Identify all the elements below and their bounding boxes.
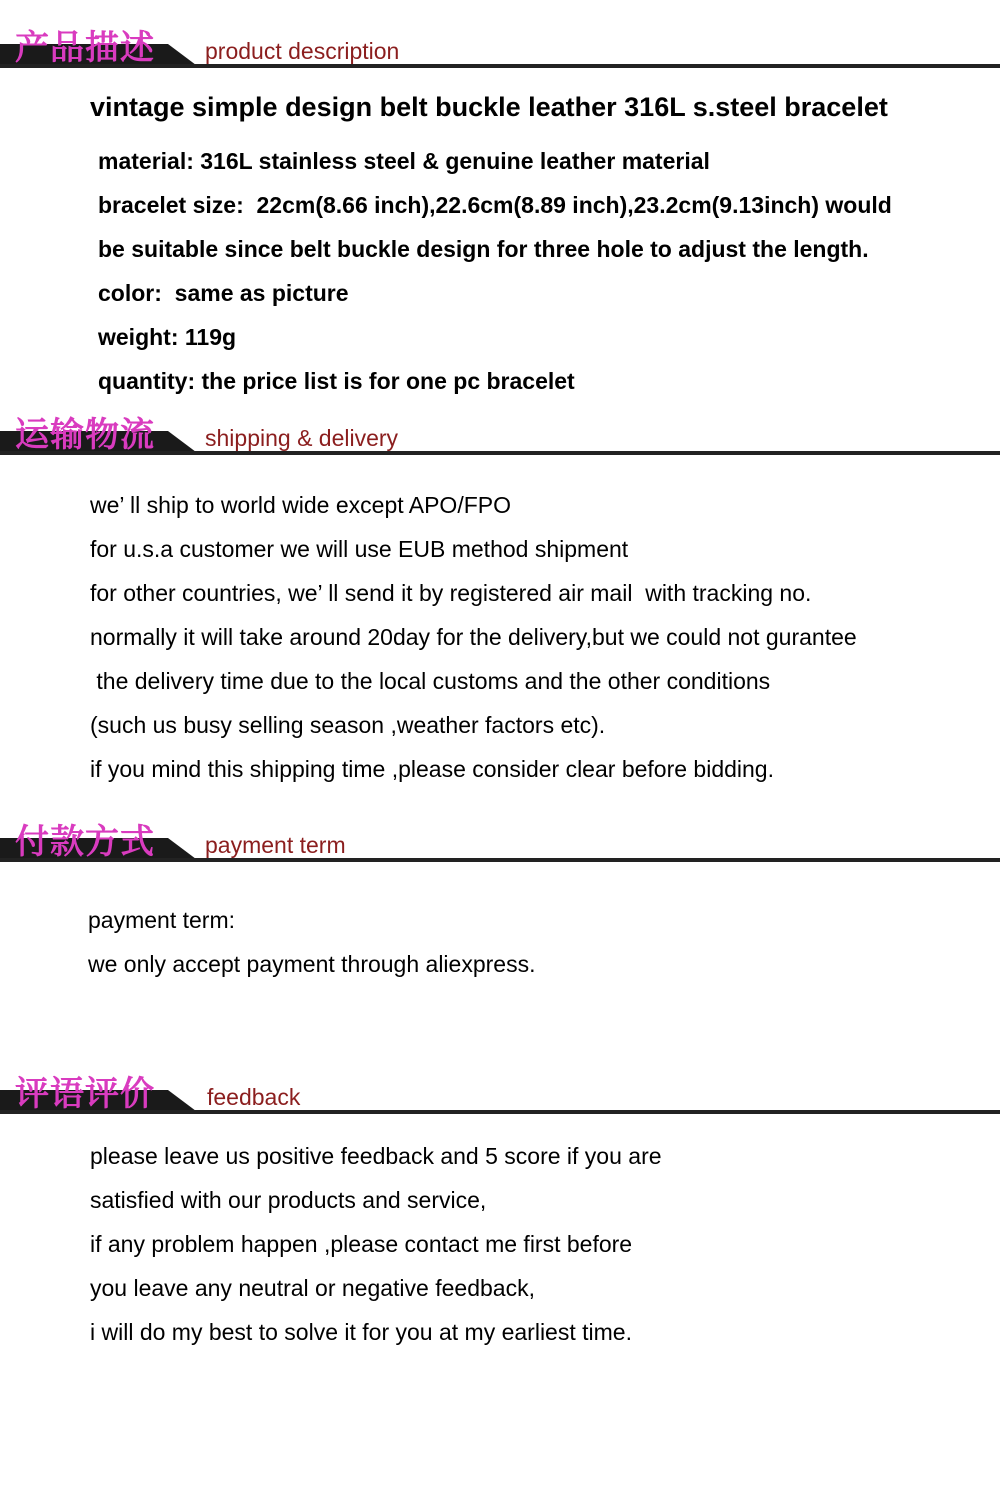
detail-line: weight: 119g — [98, 324, 237, 350]
text-line: for u.s.a customer we will use EUB method shipment — [90, 536, 629, 562]
section-feedback — [0, 1074, 1000, 1114]
section-title-cn: 运输物流 — [15, 415, 155, 455]
section-title-en: product description — [205, 38, 400, 64]
section-title-en: payment term — [205, 832, 346, 858]
section-header — [0, 822, 1000, 862]
detail-line: be suitable since belt buckle design for three hole to adjust the length. — [98, 236, 869, 262]
section-header — [0, 415, 1000, 455]
text-line: (such us busy selling season ,weather factors etc). — [90, 712, 606, 738]
section-title-cn: 产品描述 — [15, 28, 155, 68]
detail-line: bracelet size: 22cm(8.66 inch),22.6cm(8.89 inch),23.2cm(9.13inch) would — [98, 192, 892, 218]
section-product-description — [0, 28, 1000, 68]
section-header — [0, 1074, 1000, 1114]
text-line: if you mind this shipping time ,please consider clear before bidding. — [90, 756, 774, 782]
shipping-details — [90, 483, 857, 791]
detail-line: material: 316L stainless steel & genuine leather material — [98, 148, 710, 174]
product-headline: vintage simple design belt buckle leather 316L s.steel bracelet — [90, 92, 888, 122]
text-line: you leave any neutral or negative feedback, — [90, 1275, 535, 1301]
text-line: we’ ll ship to world wide except APO/FPO — [90, 492, 511, 518]
text-line: for other countries, we’ ll send it by registered air mail with tracking no. — [90, 580, 812, 606]
text-line: we only accept payment through aliexpress. — [88, 951, 536, 977]
section-title-en: feedback — [207, 1084, 301, 1110]
detail-line: quantity: the price list is for one pc bracelet — [98, 368, 575, 394]
section-shipping — [0, 415, 1000, 455]
text-line: the delivery time due to the local customs and the other conditions — [90, 668, 771, 694]
text-line: please leave us positive feedback and 5 score if you are — [90, 1143, 662, 1169]
section-title-cn: 评语评价 — [15, 1074, 155, 1114]
detail-line: color: same as picture — [98, 280, 349, 306]
payment-details — [88, 898, 535, 986]
text-line: payment term: — [88, 907, 235, 933]
text-line: normally it will take around 20day for the delivery,but we could not gurantee — [90, 624, 857, 650]
section-payment — [0, 822, 1000, 862]
text-line: satisfied with our products and service, — [90, 1187, 487, 1213]
section-title-en: shipping & delivery — [205, 425, 399, 451]
product-details — [98, 139, 892, 403]
feedback-details — [90, 1134, 662, 1354]
text-line: if any problem happen ,please contact me first before — [90, 1231, 633, 1257]
text-line: i will do my best to solve it for you at my earliest time. — [90, 1319, 632, 1345]
section-title-cn: 付款方式 — [15, 822, 155, 862]
section-header — [0, 28, 1000, 68]
